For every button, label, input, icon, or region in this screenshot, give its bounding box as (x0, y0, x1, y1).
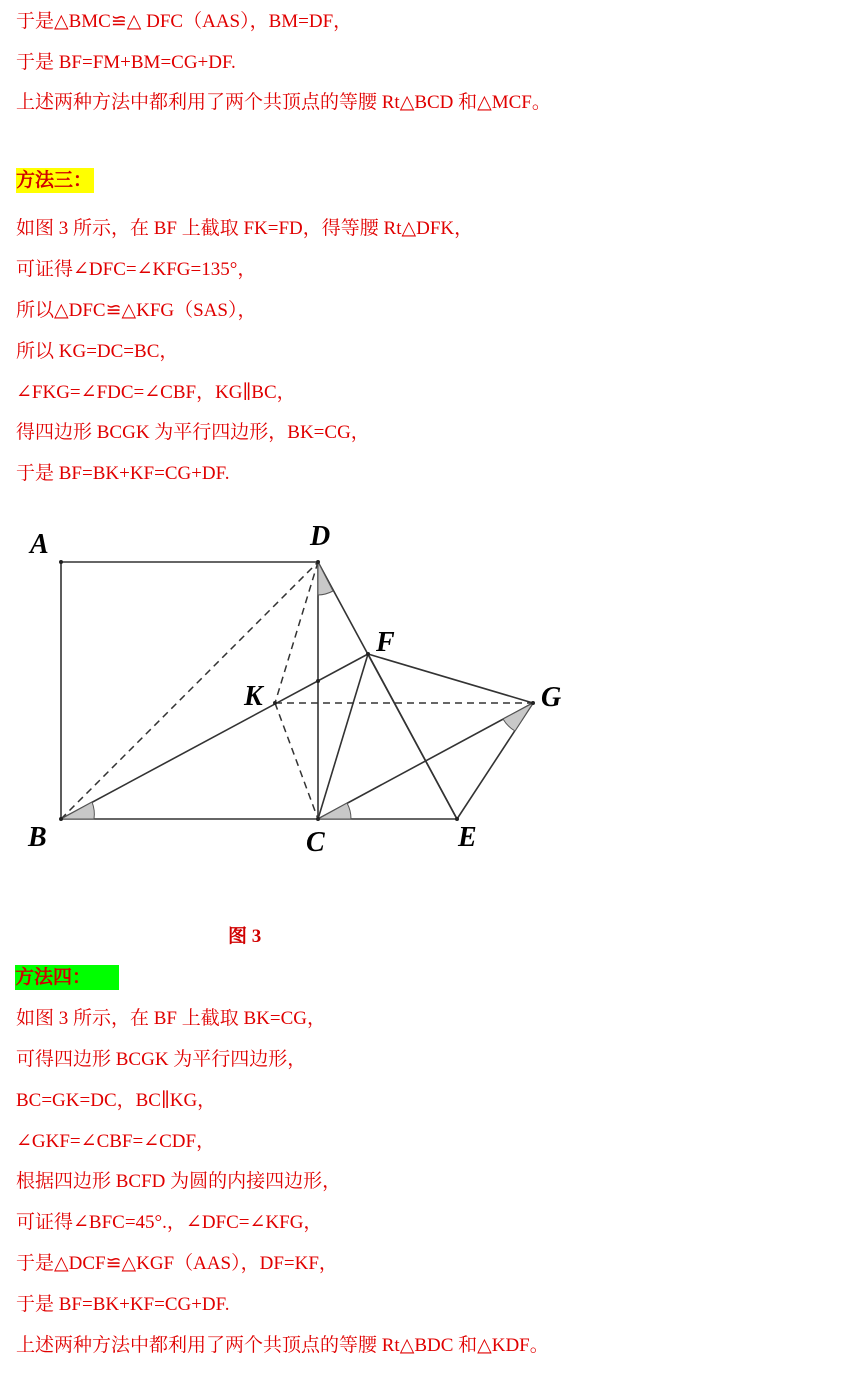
point-K (273, 701, 277, 705)
segment-KC-dashed (275, 703, 318, 819)
text-line: 可证得∠DFC=∠KFG=135°， (16, 259, 257, 280)
text-line: 所以 KG=DC=BC， (16, 341, 179, 362)
text-line: 上述两种方法中都利用了两个共顶点的等腰 Rt△BDC 和△KDF。 (16, 1335, 549, 1356)
angle-mark-G (503, 703, 533, 731)
text-line: 于是 BF=BK+KF=CG+DF. (16, 463, 230, 484)
label-C: C (306, 827, 325, 858)
label-E: E (458, 822, 477, 853)
angle-mark-B (61, 802, 94, 819)
point-A (59, 560, 63, 564)
point-D (316, 560, 320, 564)
label-K: K (244, 681, 263, 712)
point-G (531, 701, 535, 705)
label-D: D (310, 521, 331, 552)
text-line: 于是△BMC≌△ DFC（AAS），BM=DF， (16, 11, 353, 32)
text-line: 上述两种方法中都利用了两个共顶点的等腰 Rt△BCD 和△MCF。 (16, 92, 551, 113)
text-line: 于是△DCF≌△KGF（AAS），DF=KF， (16, 1253, 338, 1274)
text-line: 如图 3 所示，在 BF 上截取 FK=FD，得等腰 Rt△DFK， (16, 218, 474, 239)
text-line: 可证得∠BFC=45°.，∠DFC=∠KFG， (16, 1212, 323, 1233)
label-A: A (30, 529, 49, 560)
segment-DK-dashed (275, 562, 318, 703)
point-E (455, 817, 459, 821)
angle-mark-D (318, 562, 333, 595)
segment-BF (61, 654, 368, 819)
label-F: F (376, 627, 395, 658)
segment-CG (318, 703, 533, 819)
text-line: ∠FKG=∠FDC=∠CBF，KG∥BC， (16, 382, 296, 403)
text-line: 可得四边形 BCGK 为平行四边形， (16, 1049, 307, 1070)
method3-heading: 方法三： (16, 170, 93, 191)
figure-caption: 图 3 (228, 926, 262, 947)
text-line: 得四边形 BCGK 为平行四边形，BK=CG， (16, 422, 370, 443)
text-line: 所以△DFC≌△KFG（SAS）， (16, 300, 257, 321)
text-line: 根据四边形 BCFD 为圆的内接四边形， (16, 1171, 342, 1192)
text-line: 于是 BF=BK+KF=CG+DF. (16, 1294, 230, 1315)
text-line: ∠GKF=∠CBF=∠CDF， (16, 1131, 216, 1152)
segment-CF (318, 654, 368, 819)
label-B: B (28, 822, 47, 853)
text-line: 如图 3 所示，在 BF 上截取 BK=CG， (16, 1008, 326, 1029)
segment-FG (368, 654, 533, 703)
label-G: G (541, 682, 562, 713)
point-F (366, 652, 370, 656)
point-intersection (316, 679, 320, 683)
method4-heading: 方法四： (15, 965, 119, 990)
point-B (59, 817, 63, 821)
segment-FE (368, 654, 457, 819)
text-line: BC=GK=DC，BC∥KG， (16, 1090, 217, 1111)
point-C (316, 817, 320, 821)
geometry-figure (0, 505, 620, 875)
text-line: 于是 BF=FM+BM=CG+DF. (16, 52, 236, 73)
